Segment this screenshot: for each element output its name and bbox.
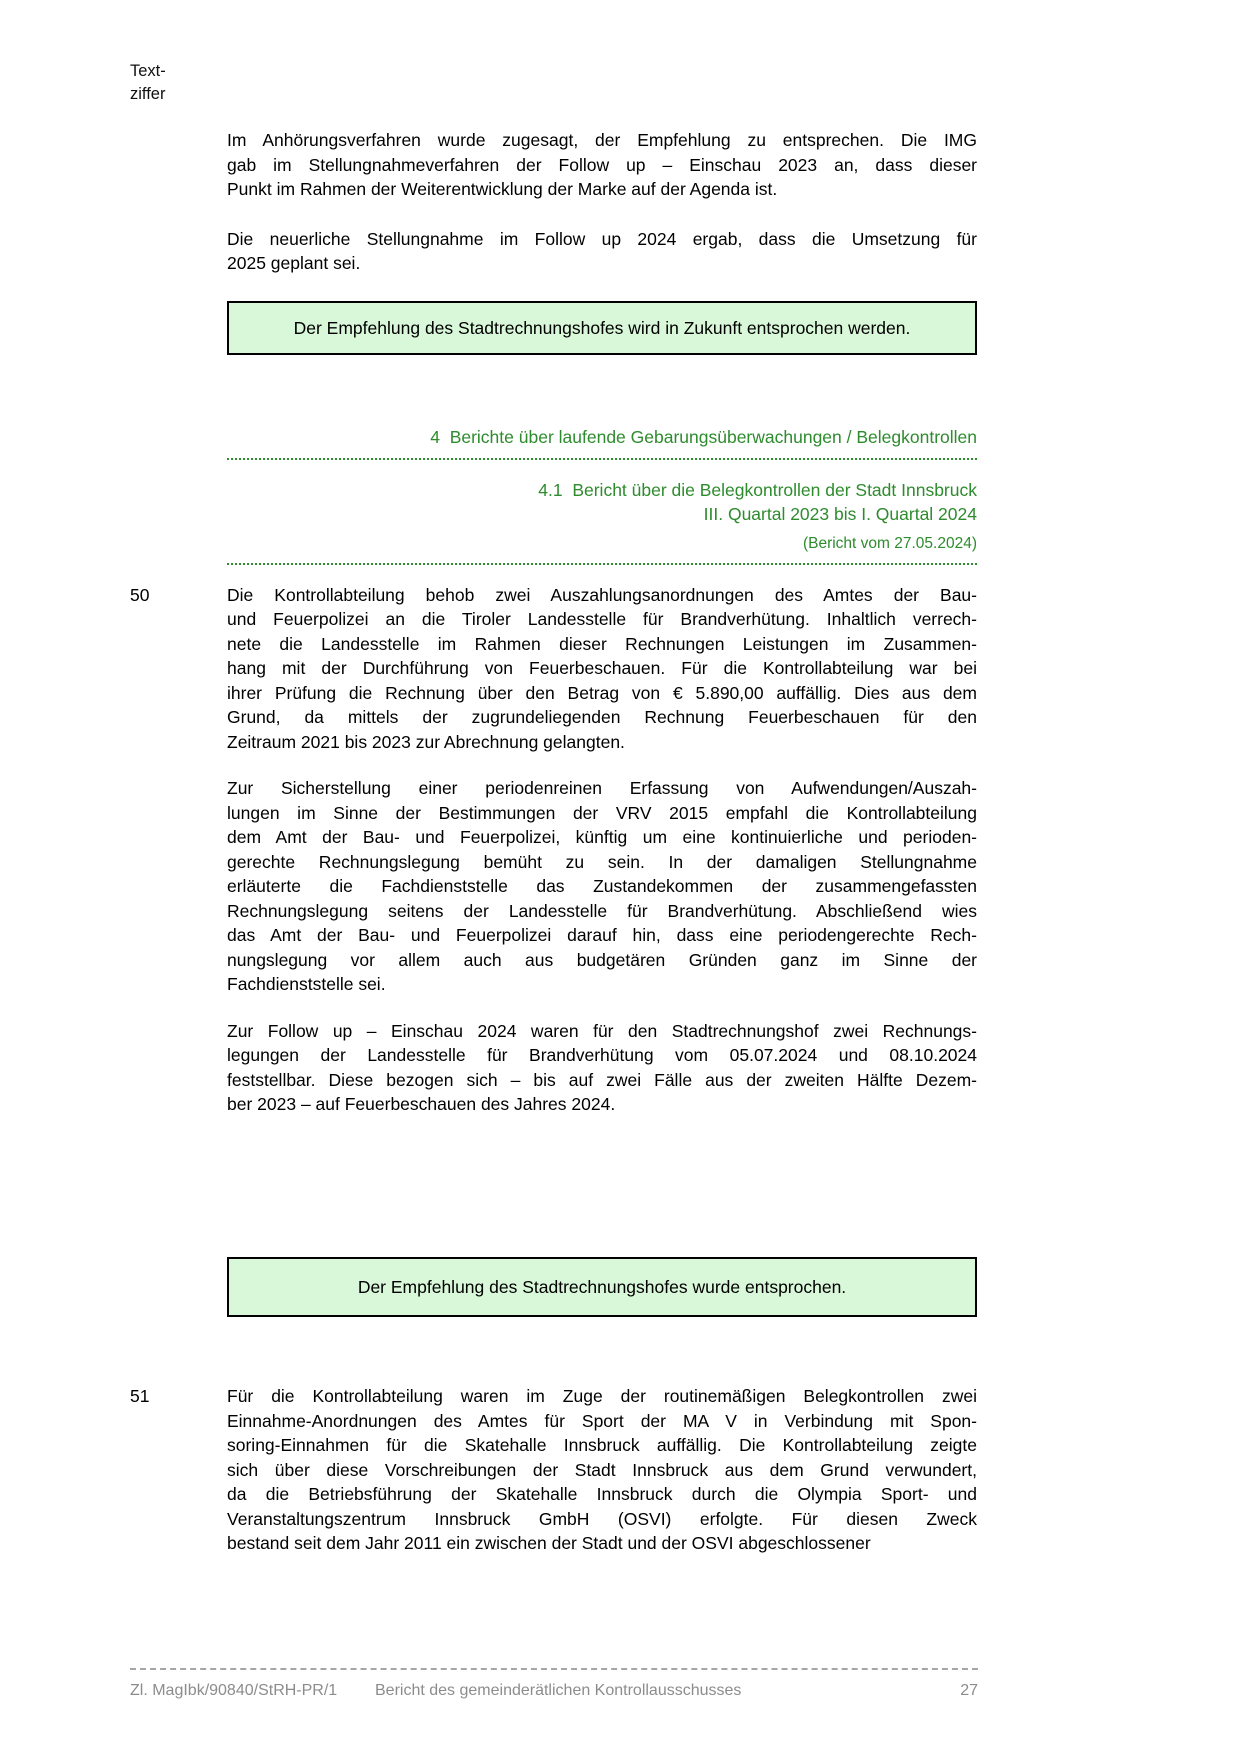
text-line: Einnahme-Anordnungen des Amtes für Sport der MA V in Verbindung mit Spon- [227,1410,977,1431]
recommendation-box-text: Der Empfehlung des Stadtrechnungshofes wird in Zukunft entsprochen werden. [293,317,911,338]
text-line: Zur Sicherstellung einer periodenreinen Erfassung von Aufwendungen/Auszah- [227,778,977,798]
text-line: ber 2023 – auf Feuerbeschauen des Jahres 2024. [227,1094,616,1114]
recommendation-box [227,1257,977,1318]
textziffer-50: 50 [130,584,150,605]
text-line: sich über diese Vorschreibungen der Stadt Innsbruck aus dem Grund verwundert, [227,1459,977,1480]
text-line: gerechte Rechnungslegung bemüht zu sein. In der damaligen Stellungnahme [227,851,977,872]
margin-column-header-line1: Text- [130,62,166,80]
section-heading-4: 4 Berichte über laufende Gebarungsüberwachungen / Belegkontrollen [227,425,977,460]
recommendation-box-text: Der Empfehlung des Stadtrechnungshofes wurde entsprochen. [357,1276,847,1297]
text-line: dem Amt der Bau- und Feuerpolizei, künftig um eine kontinuierliche und perioden- [227,827,977,847]
text-line: das Amt der Bau- und Feuerpolizei darauf hin, dass eine periodengerechte Rech- [227,925,977,945]
page-footer [130,1668,978,1701]
text-line: erläuterte die Fachdienststelle das Zustandekommen der zusammengefassten [227,876,977,896]
text-line: da die Betriebsführung der Skatehalle Innsbruck durch die Olympia Sport- und [227,1484,977,1504]
margin-column-header [130,60,166,106]
text-line: Fachdienststelle sei. [227,974,386,994]
text-line: Zur Follow up – Einschau 2024 waren für den Stadtrechnungshof zwei Rechnungs- [227,1020,977,1041]
text-line: bestand seit dem Jahr 2011 ein zwischen der Stadt und der OSVI abgeschlossener [227,1533,871,1553]
footer-page-number: 27 [960,1682,978,1699]
text-line: legungen der Landesstelle für Brandverhütung vom 05.07.2024 und 08.10.2024 [227,1045,977,1065]
recommendation-box [227,301,977,356]
item-50-paragraph-1 [130,583,977,755]
text-line: Für die Kontrollabteilung waren im Zuge der routinemäßigen Belegkontrollen zwei [227,1386,977,1406]
text-line: Die Kontrollabteilung behob zwei Auszahlungsanordnungen des Amtes der Bau- [227,584,977,605]
section-subheading-line1: 4.1 Bericht über die Belegkontrollen der Stadt Innsbruck [538,479,977,500]
text-line: Punkt im Rahmen der Weiterentwicklung der Marke auf der Agenda ist. [227,179,778,199]
item-50-paragraph-2 [227,776,977,997]
text-line: Zeitraum 2021 bis 2023 zur Abrechnung gelangten. [227,731,625,752]
text-line: Veranstaltungszentrum Innsbruck GmbH (OSVI) erfolgte. Für diesen Zweck [227,1508,977,1529]
section-subheading-line2: III. Quartal 2023 bis I. Quartal 2024 [703,504,977,524]
intro-paragraph-2 [227,227,977,276]
text-line: 2025 geplant sei. [227,253,361,273]
section-subheading-4-1 [227,478,977,527]
margin-column-header-line2: ziffer [130,85,166,103]
text-line: Grund, da mittels der zugrundeliegenden Rechnung Feuerbeschauen für den [227,707,977,727]
text-line: und Feuerpolizei an die Tiroler Landesstelle für Brandverhütung. Inhaltlich verrech- [227,609,977,629]
textziffer-51: 51 [130,1386,150,1406]
text-line: feststellbar. Diese bezogen sich – bis auf zwei Fälle aus der zweiten Hälfte Dezem- [227,1069,977,1090]
text-line: hang mit der Durchführung von Feuerbeschauen. Für die Kontrollabteilung war bei [227,658,977,678]
text-line: nungslegung vor allem auch aus budgetären Gründen ganz im Sinne der [227,949,977,970]
text-line: Rechnungslegung seitens der Landesstelle für Brandverhütung. Abschließend wies [227,900,977,921]
text-line: Im Anhörungsverfahren wurde zugesagt, der Empfehlung zu entsprechen. Die IMG [227,130,977,150]
text-line: nete die Landesstelle im Rahmen dieser Rechnungen Leistungen im Zusammen- [227,633,977,654]
text-line: gab im Stellungnahmeverfahren der Follow up – Einschau 2023 an, dass dieser [227,154,977,175]
item-50-paragraph-3 [227,1019,977,1117]
text-line: Die neuerliche Stellungnahme im Follow up 2024 ergab, dass die Umsetzung für [227,228,977,249]
item-51-paragraph-1 [130,1384,977,1556]
footer-title: Bericht des gemeinderätlichen Kontrollausschusses [375,1682,742,1699]
report-date: (Bericht vom 27.05.2024) [227,533,977,565]
footer-reference: Zl. MagIbk/90840/StRH-PR/1 [130,1682,338,1699]
text-line: ihrer Prüfung die Rechnung über den Betrag von € 5.890,00 auffällig. Dies aus dem [227,682,977,703]
intro-paragraph-1 [227,128,977,202]
text-line: lungen im Sinne der Bestimmungen der VRV 2015 empfahl die Kontrollabteilung [227,802,977,823]
text-line: soring-Einnahmen für die Skatehalle Innsbruck auffällig. Die Kontrollabteilung zeigte [227,1435,977,1455]
